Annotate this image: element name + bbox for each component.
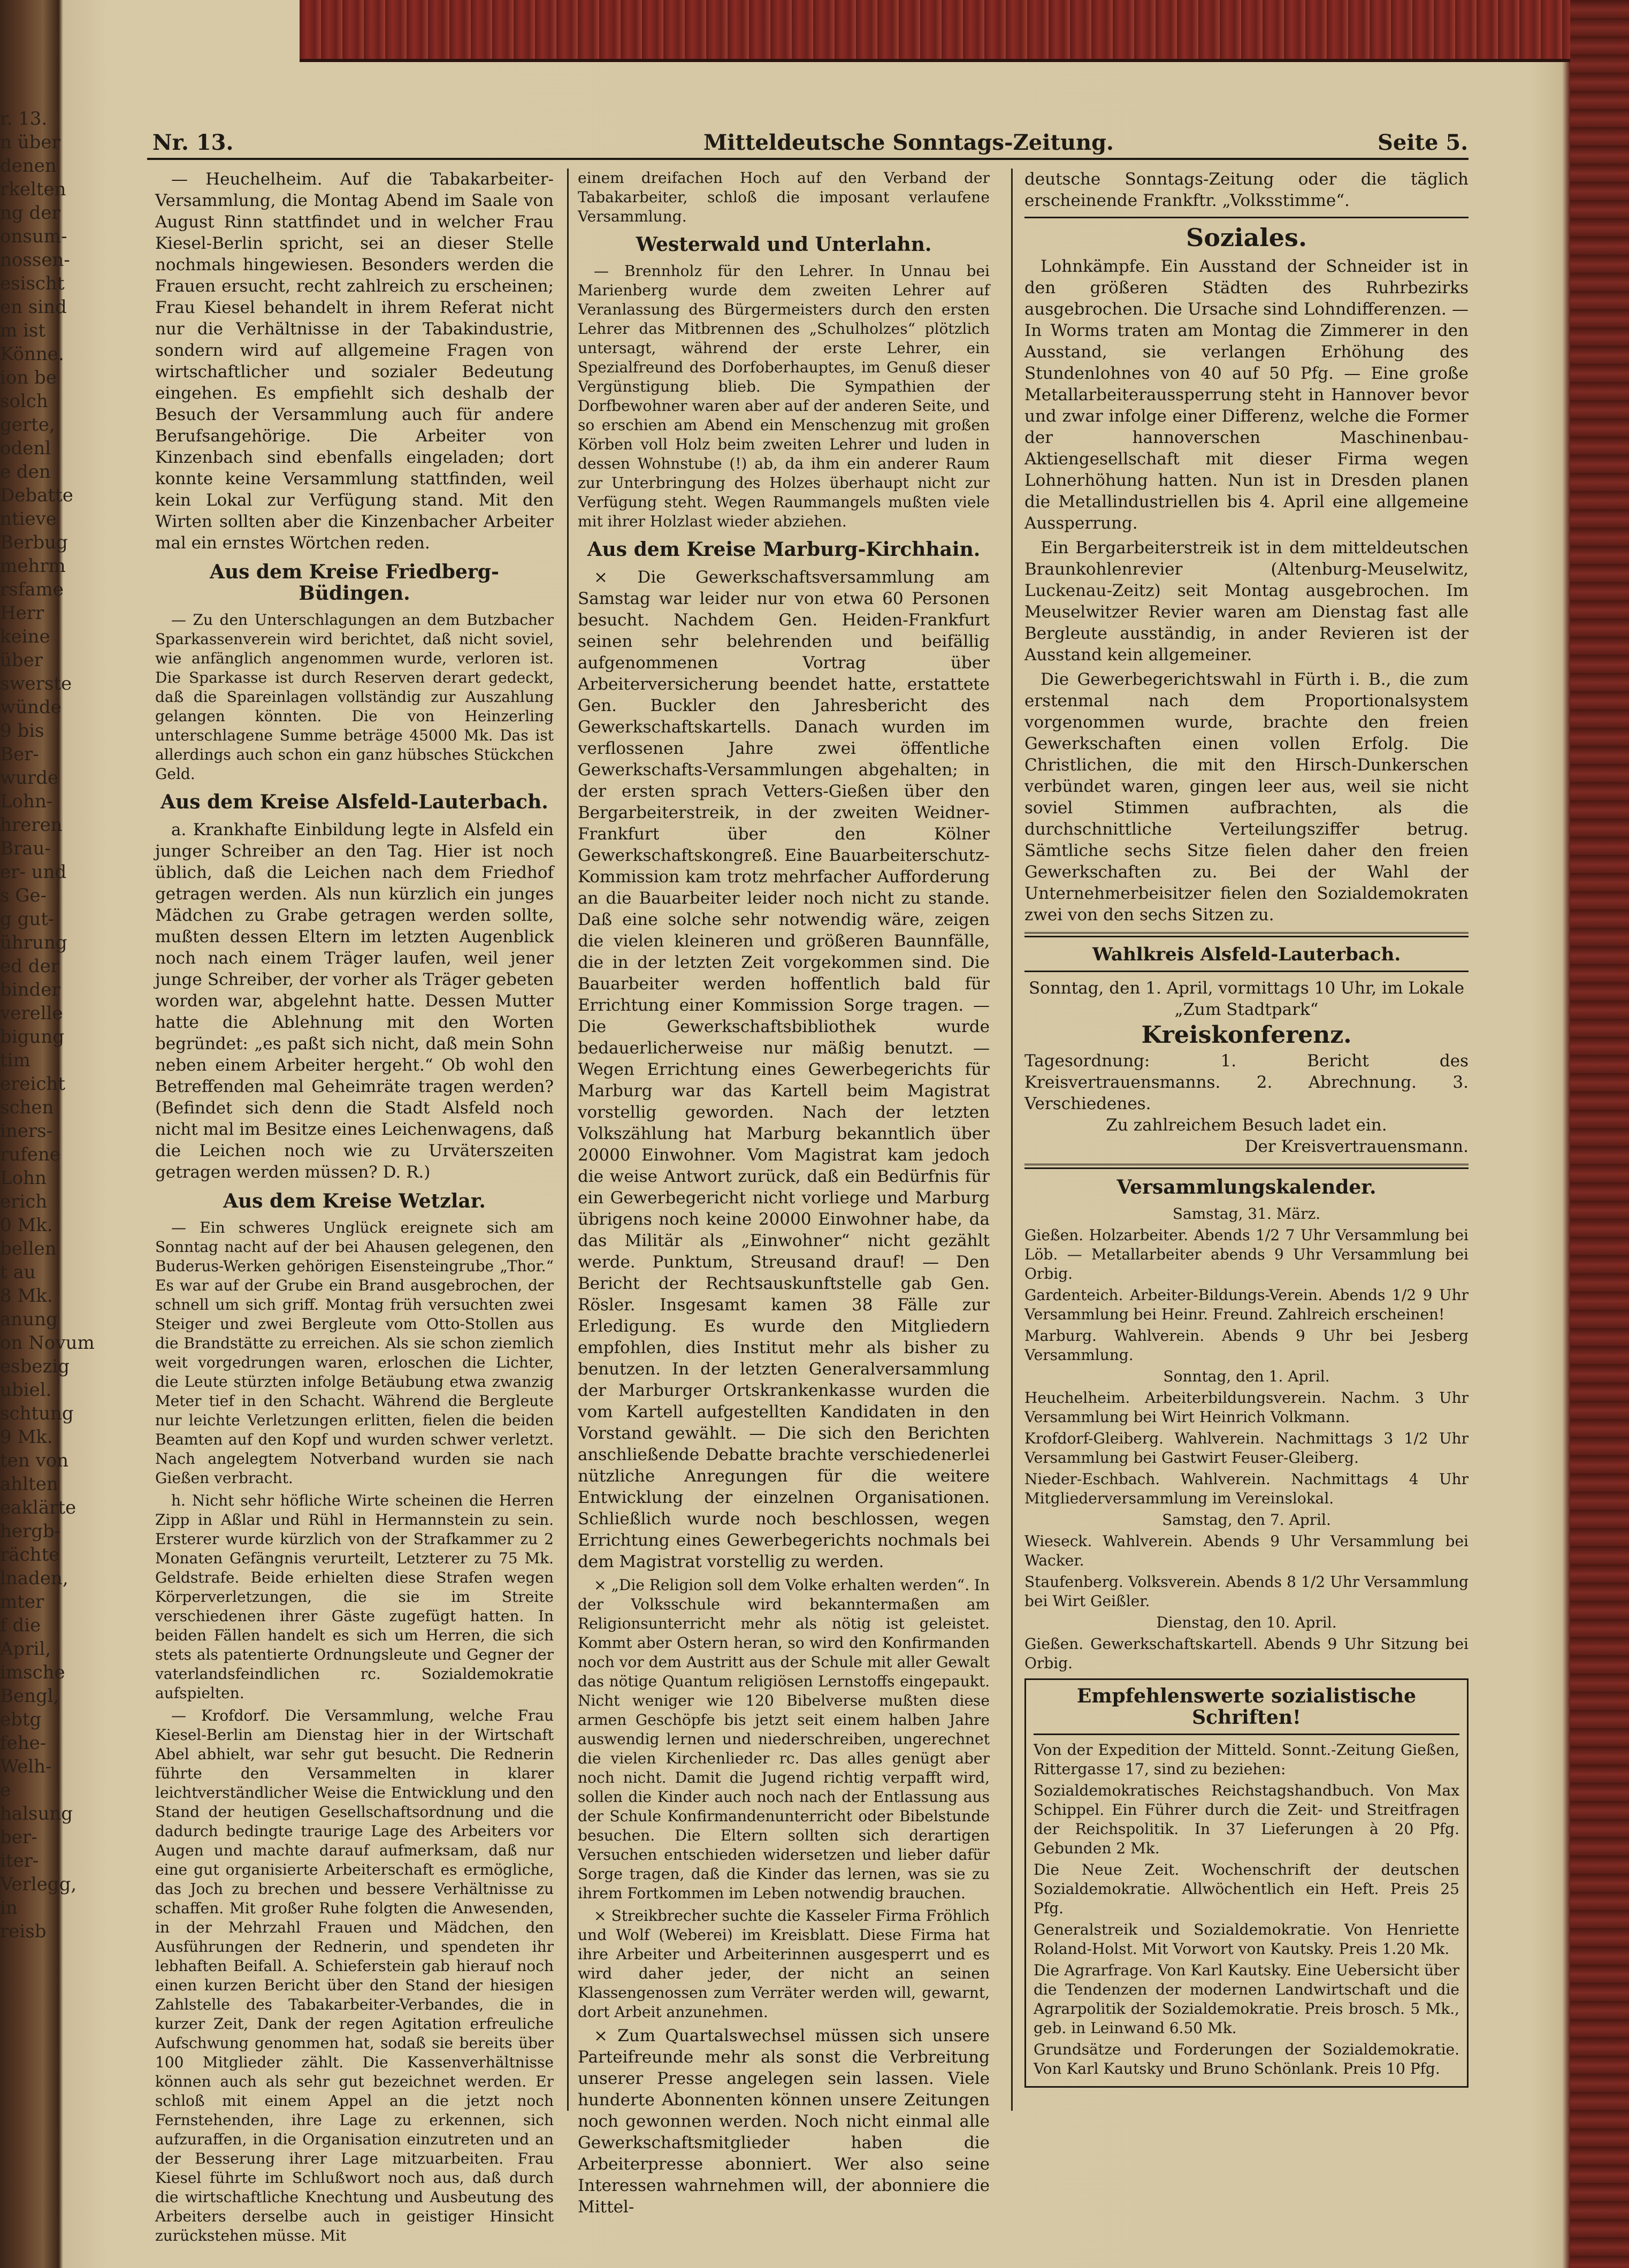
- left-page-line: keine: [0, 626, 50, 647]
- calendar-date: Sonntag, den 1. April.: [1163, 1368, 1330, 1385]
- left-page-line: imsche: [0, 1662, 65, 1683]
- article-wirte: h. Nicht sehr höfliche Wirte scheinen die Herren Zipp in Aßlar und Rühl in Hermannstein zu sein. Ersterer wurde kürzlich von der Strafkammer zu 2 Monaten Gefängnis verurteilt, Letzterer zu 75 Mk. Geldstrafe. Beide erhielten diese Strafen wegen Körperverletzungen, die sie im Streite verschiedenen ihrer Gäste zugefügt hatten. In beiden Fällen handelt es sich um Herren, die sich stets als patentierte Ordnungsleute und Gegner der vaterlandsfeindlichen rc. Sozialdemokratie aufspielten.: [155, 1492, 554, 1702]
- left-page-line: ahlten: [0, 1473, 58, 1495]
- kreiskonferenz-title: Kreiskonferenz.: [1141, 1021, 1352, 1049]
- left-page-line: April,: [0, 1638, 51, 1660]
- versammlungskalender: [1024, 1204, 1469, 1673]
- left-page-line: solch: [0, 391, 48, 412]
- calendar-entry: Gießen. Holzarbeiter. Abends 1/2 7 Uhr Versammlung bei Löb. — Metallarbeiter abends 9 Uhr Versammlung bei Orbig.: [1024, 1226, 1469, 1282]
- left-page-line: ng der: [0, 202, 60, 224]
- schriften-heading: Empfehlenswerte sozialistische Schriften!: [1076, 1685, 1417, 1729]
- article-streikbrecher: × Streikbrecher suchte die Kasseler Firma Fröhlich und Wolf (Weberei) im Kreisblatt. Diese Firma hat ihre Arbeiter und Arbeiterinnen ausgesperrt und es wird daher jeder, der nicht an seinen Klassengenossen zum Verräter werden will, gewarnt, dort Arbeit anzunehmen.: [578, 1907, 990, 2021]
- left-page-line: esischt: [0, 273, 65, 294]
- section-heading: Aus dem Kreise Alsfeld-Lauterbach.: [160, 791, 548, 813]
- schriften-intro: Von der Expedition der Mitteld. Sonnt.-Zeitung Gießen, Rittergasse 17, sind zu beziehen:: [1034, 1741, 1459, 1778]
- article-alsfeld: a. Krankhafte Einbildung legte in Alsfeld ein junger Schreiber an den Tag. Hier ist noch üblich, daß die Leichen nach dem Friedhof getragen werden. Als nun kürzlich ein junges Mädchen zu Grabe getragen werden sollte, mußten dessen Eltern im letzten Augenblick noch nach einem Träger laufen, weil jener junge Schreiber, der vorher als Träger gebeten worden war, abgelehnt hatte. Dessen Mutter hatte die Ablehnung mit den Worten begründet: „es paßt sich nicht, daß mein Sohn neben einem Arbeiter hergeht.“ Ob wohl den Betreffenden mal Geheimräte tragen werden? (Befindet sich denn die Stadt Alsfeld noch nicht mal im Besitze eines Leichenwagens, daß die Leichen noch wie zu Urväterszeiten getragen werden müssen? D. R.): [155, 820, 554, 1182]
- left-page-line: Brau-: [0, 838, 51, 859]
- book-spine-right: [1570, 0, 1629, 2268]
- left-page-line: mehrm: [0, 555, 66, 577]
- divider: [1024, 971, 1469, 972]
- left-page-line: 9 bis: [0, 720, 44, 742]
- left-page-line: ber-: [0, 1827, 37, 1848]
- left-page-line: s Ge-: [0, 885, 47, 906]
- left-page-line: rächte: [0, 1544, 60, 1566]
- left-page-line: e den: [0, 461, 51, 483]
- left-page-line: bellen: [0, 1238, 57, 1259]
- article-krofdorf: — Krofdorf. Die Versammlung, welche Frau Kiesel-Berlin am Dienstag hier in der Wirtschaft Abel abhielt, war sehr gut besucht. Die Rednerin führte den Versammelten in klarer leichtverständlicher Weise die Entwicklung und den Stand der heutigen Gesellschaftsordnung und die dadurch bedingte traurige Lage des Arbeiters vor Augen und machte darauf aufmerksam, daß nur eine gut organisierte Arbeiterschaft es ermögliche, das Joch zu brechen und bessere Verhältnisse zu schaffen. Mit großer Ruhe folgten die Anwesenden, in der Mehrzahl Frauen und Mädchen, den Ausführungen der Rednerin, und spendeten ihr lebhaften Beifall. A. Schieferstein gab hierauf noch einen kurzen Bericht über den Stand der hiesigen Zahlstelle des Tabakarbeiter-Verbandes, die in kurzer Zeit, Dank der regen Agitation erfreuliche Aufschwung genommen hat, sodaß sie bereits über 100 Mitglieder zählt. Die Kassenverhältnisse können auch als sehr gut bezeichnet werden. Er schloß mit einem Appel an die jetzt noch Fernstehenden, ihre Lage zu erkennen, sich aufzuraffen, in die Organisation einzutreten und an der Besserung ihrer Lage mitzuarbeiten. Frau Kiesel führte im Schlußwort noch aus, daß durch die wirtschaftliche Knechtung und Ausbeutung des Arbeiters derselbe auch in geistiger Hinsicht zurückstehen müsse. Mit: [155, 1707, 554, 2244]
- left-page-line: fehe-: [0, 1732, 47, 1754]
- left-page-line: hergb-: [0, 1521, 61, 1542]
- left-page-line: ion be: [0, 367, 57, 388]
- left-page-line: denen: [0, 155, 57, 177]
- left-page-line: Welh-: [0, 1756, 52, 1777]
- left-page-line: über: [0, 650, 43, 671]
- book-spine-top: [300, 0, 1584, 62]
- section-heading: Westerwald und Unterlahn.: [636, 233, 932, 256]
- divider: [1024, 217, 1469, 218]
- left-page-line: Herr: [0, 602, 44, 624]
- divider: [1024, 932, 1469, 937]
- newspaper-title: Mitteldeutsche Sonntags-Zeitung.: [703, 130, 1114, 155]
- schriften-item: Die Agrarfrage. Von Karl Kautsky. Eine Uebersicht über die Tendenzen der modernen Landwirtschaft und die Agrarpolitik der Sozialdemokratie. Preis brosch. 5 Mk., geb. in Leinwand 6.50 Mk.: [1034, 1961, 1459, 2037]
- left-page-line: halsung: [0, 1803, 73, 1824]
- left-page-line: ten von: [0, 1450, 69, 1471]
- left-page-line: nossen-: [0, 249, 70, 271]
- left-page-line: esbezig: [0, 1356, 70, 1377]
- column-rule: [567, 169, 569, 2111]
- left-page-line: hreren: [0, 814, 63, 836]
- calendar-entry: Krofdorf-Gleiberg. Wahlverein. Nachmittags 3 1/2 Uhr Versammlung bei Gastwirt Feuser-Gleiberg.: [1024, 1430, 1469, 1467]
- divider: [1034, 1734, 1459, 1735]
- versammlungskalender-heading: Versammlungskalender.: [1116, 1176, 1376, 1198]
- article-religion: × „Die Religion soll dem Volke erhalten werden“. In der Volksschule wird bekanntermaßen am Religionsunterricht mehr als nötig ist geleistet. Kommt aber Ostern heran, so wird den Konfirmanden noch vor dem Austritt aus der Schule mit aller Gewalt das nötige Quantum religiösen Lernstoffs eingepaukt. Nicht weniger wie 120 Bibelverse mußten diese armen Geschöpfe bis jetzt seit einem halben Jahre auswendig lernen und niederschreiben, ungerechnet die vielen Kirchenlieder rc. Das alles genügt aber noch nicht. Damit die Jugend richtig verpafft wird, sollen die Kinder auch noch nach der Entlassung aus der Schule Konfirmandenunterricht oder Bibelstunde besuchen. Die Eltern sollten sich derartigen Versuchen entschieden widersetzen und lieber dafür Sorge tragen, daß die Kinder das lernen, was sie zu ihrem Fortkommen im Leben notwendig brauchen.: [578, 1576, 990, 1902]
- left-page-line: rkelten: [0, 179, 66, 200]
- schriften-item: Generalstreik und Sozialdemokratie. Von Henriette Roland-Holst. Mit Vorwort von Kautsky. Preis 1.20 Mk.: [1034, 1921, 1459, 1958]
- left-page-line: anung: [0, 1309, 58, 1330]
- page-number: Seite 5.: [1378, 130, 1469, 155]
- left-page-line: iners-: [0, 1120, 53, 1142]
- section-heading: Aus dem Kreise Friedberg-Büdingen.: [210, 561, 499, 605]
- left-page-line: ntieve: [0, 508, 57, 530]
- left-page-line: Lohn-: [0, 791, 53, 812]
- left-page-line: r. 13.: [0, 108, 48, 129]
- calendar-date: Samstag, den 7. April.: [1162, 1511, 1331, 1529]
- left-page-line: schen: [0, 1097, 54, 1118]
- section-heading: Aus dem Kreise Wetzlar.: [223, 1190, 486, 1212]
- left-page-line: erich: [0, 1191, 48, 1212]
- calendar-entry: Gießen. Gewerkschaftskartell. Abends 9 Uhr Sitzung bei Orbig.: [1024, 1635, 1469, 1672]
- left-page-line: ubiel.: [0, 1379, 52, 1401]
- calendar-entry: Wieseck. Wahlverein. Abends 9 Uhr Versammlung bei Wacker.: [1024, 1532, 1469, 1569]
- left-page-line: er- und: [0, 861, 67, 883]
- left-page-line: en sind: [0, 296, 67, 318]
- left-page-line: tim: [0, 1050, 30, 1071]
- left-page-line: iter-: [0, 1850, 39, 1872]
- calendar-date: Samstag, 31. März.: [1172, 1205, 1321, 1223]
- article-bergarbeiterstreik: Ein Bergarbeiterstreik ist in dem mitteldeutschen Braunkohlenrevier (Altenburg-Meuselwitz, Luckenau-Zeitz) seit Montag ausgebrochen. Im Meuselwitzer Revier waren am Dienstag fast alle Bergleute ausständig, in ander Revieren ist der Ausstand kein allgemeiner.: [1024, 538, 1469, 665]
- newspaper-page: [147, 126, 1469, 2244]
- section-heading: Aus dem Kreise Marburg-Kirchhain.: [587, 538, 981, 561]
- left-page-line: mter: [0, 1591, 44, 1613]
- left-page-line: odenl: [0, 438, 51, 459]
- left-page-line: verelle: [0, 1003, 63, 1024]
- left-page-line: 0 Mk.: [0, 1215, 53, 1236]
- left-page-line: eaklärte: [0, 1497, 77, 1518]
- wahlkreis-heading: Wahlkreis Alsfeld-Lauterbach.: [1092, 944, 1401, 965]
- left-page-line: gerte,: [0, 414, 55, 436]
- kreiskonferenz-invite: Zu zahlreichem Besuch ladet ein.: [1106, 1116, 1387, 1135]
- left-page-line: rsfame: [0, 579, 64, 600]
- kreiskonferenz-signature: Der Kreisvertrauensmann.: [1244, 1137, 1469, 1156]
- left-page-line: n über: [0, 132, 60, 153]
- calendar-date: Dienstag, den 10. April.: [1156, 1614, 1337, 1631]
- left-page-line: Ber-: [0, 744, 39, 765]
- calendar-entry: Gardenteich. Arbeiter-Bildungs-Verein. Abends 1/2 9 Uhr Versammlung bei Heinr. Freund. Zahlreich erscheinen!: [1024, 1286, 1469, 1323]
- left-page-line: Bengl,: [0, 1685, 59, 1707]
- left-page-line: ereicht: [0, 1073, 65, 1095]
- divider: [1024, 1164, 1469, 1169]
- left-page-line: reisb: [0, 1921, 47, 1942]
- left-page-fragment: [0, 107, 95, 2087]
- left-page-line: ebtg: [0, 1709, 42, 1730]
- column-2: [578, 169, 990, 2221]
- article-brennholz: — Brennholz für den Lehrer. In Unnau bei Marienberg wurde dem zweiten Lehrer auf Veranlassung des Bürgermeisters durch den ersten Lehrer das Mitbrennen des „Schulholzes“ plötzlich untersagt, während der erste Lehrer, ein Spezialfreund des Dorfoberhauptes, im Genuß dieser Vergünstigung blieb. Die Sympathien der Dorfbewohner waren aber auf der anderen Seite, und so erschien am Abend ein Menschenzug mit großen Körben voll Holz beim zweiten Lehrer und luden in dessen Wohnstube (!) ab, da ihm ein anderer Raum zur Unterbringung des Holzes überhaupt nicht zur Verfügung steht. Wegen Raummangels mußten viele mit ihrer Holzlast wieder abziehen.: [578, 262, 990, 530]
- section-heading-soziales: Soziales.: [1186, 223, 1307, 252]
- left-page-line: schtung: [0, 1403, 74, 1424]
- left-page-line: 9 Mk.: [0, 1426, 53, 1448]
- left-page-line: Berbug: [0, 532, 68, 553]
- calendar-entry: Heuchelheim. Arbeiterbildungsverein. Nachm. 3 Uhr Versammlung bei Wirt Heinrich Volkmann.: [1024, 1389, 1469, 1426]
- article-lohnkaempfe: Lohnkämpfe. Ein Ausstand der Schneider ist in den größeren Städten des Ruhrbezirks ausgebrochen. Die Ursache sind Lohndifferenzen. — In Worms traten am Montag die Zimmerer in den Ausstand, sie verlangen Erhöhung des Stundenlohnes von 40 auf 50 Pfg. — Eine große Metallarbeiteraussperrung steht in Hannover bevor und zwar infolge einer Differenz, welche die Former der hannoverschen Maschinenbau-Aktiengesellschaft mit dieser Firma wegen Lohnerhöhung hatten. Nun ist in Dresden planen die Metallindustriellen bis 4. April eine allgemeine Aussperrung.: [1024, 257, 1469, 533]
- left-page-line: Könne.: [0, 343, 64, 365]
- article-butzbach: — Zu den Unterschlagungen an dem Butzbacher Sparkassenverein wird berichtet, daß nicht soviel, wie anfänglich angenommen wurde, verloren ist. Die Sparkasse ist durch Reserven derart gedeckt, daß die Spareinlagen vollständig zur Auszahlung gelangen könnten. Die von Heinzerling unterschlagene Summe beträge 45000 Mk. Das ist allerdings auch schon ein ganz hübsches Stückchen Geld.: [155, 611, 554, 783]
- column-rule: [1011, 169, 1013, 2111]
- kreiskonferenz-agenda: Tagesordnung: 1. Bericht des Kreisvertrauensmanns. 2. Abrechnung. 3. Verschiedenes.: [1024, 1051, 1469, 1113]
- article-continuation: einem dreifachen Hoch auf den Verband der Tabakarbeiter, schloß die imposant verlaufene Versammlung.: [578, 169, 990, 225]
- left-page-line: wurde: [0, 767, 59, 789]
- article-unglueck: — Ein schweres Unglück ereignete sich am Sonntag nacht auf der bei Ahausen gelegenen, den Buderus-Werken gehörigen Eisensteingrube „Thor.“ Es war auf der Grube ein Brand ausgebrochen, der schnell um sich griff. Montag früh versuchten zwei Steiger und zwei Bergleute vom Otto-Stollen aus die Brandstätte zu erreichen. Als sie schon ziemlich weit vorgedrungen waren, erloschen die Lichter, die Leute stürzten infolge Betäubung etwa zwanzig Meter tief in den Schacht. Während die Bergleute nur leichte Verletzungen erlitten, fielen die beiden Beamten auf den Kopf und wurden schwer verletzt. Nach angelegtem Notverband wurden sie nach Gießen verbracht.: [155, 1219, 554, 1487]
- schriften-ad: [1024, 1678, 1469, 2088]
- schriften-item: Grundsätze und Forderungen der Sozialdemokratie. Von Karl Kautsky und Bruno Schönlank. Preis 10 Pfg.: [1034, 2041, 1459, 2078]
- column-1: [155, 169, 554, 2249]
- wahlkreis-date: Sonntag, den 1. April, vormittags 10 Uhr, im Lokale „Zum Stadtpark“: [1028, 979, 1465, 1019]
- left-page-line: ührung: [0, 932, 67, 953]
- left-page-line: onsum-: [0, 226, 67, 247]
- schriften-item: Die Neue Zeit. Wochenschrift der deutschen Sozialdemokratie. Allwöchentlich ein Heft. Preis 25 Pfg.: [1034, 1861, 1459, 1917]
- left-page-line: g gut-: [0, 908, 55, 930]
- left-page-line: t au: [0, 1262, 36, 1283]
- page-header: [147, 126, 1469, 160]
- column-3: [1024, 169, 1469, 2093]
- left-page-line: rufene: [0, 1144, 60, 1165]
- left-page-line: 8 Mk.: [0, 1285, 53, 1307]
- article-gewerkschaft: × Die Gewerkschaftsversammlung am Samstag war leider nur von etwa 60 Personen besucht. Nachdem Gen. Heiden-Frankfurt seinen sehr belehrenden und beifällig aufgenommenen Vortrag über Arbeiterversicherung beendet hatte, erstattete Gen. Buckler den Jahresbericht des Gewerkschaftskartells. Danach wurden im verflossenen Jahre zwei öffentliche Gewerkschafts-Versammlungen abgehalten; in der ersten sprach Vetters-Gießen über den Bergarbeiterstreik, in der zweiten Weidner-Frankfurt über den Kölner Gewerkschaftskongreß. Eine Bauarbeiterschutz-Kommission kam trotz mehrfacher Aufforderung an die Bauarbeiter leider noch nicht zu stande. Daß eine solche sehr notwendig wäre, zeigen die vielen kleineren und größeren Baunnfälle, die in der letzten Zeit vorgekommen sind. Die Bauarbeiter werden hoffentlich bald für Errichtung einer Kommission Sorge tragen. — Die Gewerkschaftsbibliothek wurde bedauerlicherweise nur mäßig benutzt. — Wegen Errichtung eines Gewerbegerichts für Marburg war das Kartell beim Magistrat vorstellig geworden. Nach der letzten Volkszählung hat Marburg bekanntlich über 20000 Einwohner. Vom Magistrat kam jedoch die weise Antwort zurück, daß ein Bedürfnis für ein Gewerbegericht nicht vorliege und Marburg übrigens noch keine 20000 Einwohner habe, da das Militär als „Einwohner“ nicht gezählt werde. Punktum, Streusand drauf! — Den Bericht der Rechtsauskunftstelle gab Gen. Rösler. Insgesamt kamen 38 Fälle zur Erledigung. Es wurde den Mitgliedern empfohlen, dies Institut mehr als bisher zu benutzen. In der letzten Generalversammlung der Marburger Ortskrankenkasse wurden die vom Kartell aufgestellten Kandidaten in den Vorstand gewählt. — Die sich den Berichten anschließende Debatte brachte verschiedenerlei nützliche Anregungen für die weitere Entwicklung der einzelnen Organisationen. Schließlich wurde noch beschlossen, wegen Errichtung eines Gewerbegerichts nochmals bei dem Magistrat vorstellig zu werden.: [578, 568, 990, 1571]
- article-heuchelheim: — Heuchelheim. Auf die Tabakarbeiter-Versammlung, die Montag Abend im Saale von August Rinn stattfindet und in welcher Frau Kiesel-Berlin spricht, sei an dieser Stelle nochmals hingewiesen. Besonders werden die Frauen ersucht, recht zahlreich zu erscheinen; Frau Kiesel behandelt in ihrem Referat nicht nur die Verhältnisse in der Tabakindustrie, sondern wird auf allgemeine Fragen von wirtschaftlicher und sozialer Bedeutung eingehen. Es empfiehlt sich deshalb der Besuch der Versammlung auch für andere Berufsangehörige. Die Arbeiter von Kinzenbach sind ebenfalls eingeladen; dort konnte keine Versammlung stattfinden, weil kein Lokal zur Verfügung stand. Mit den Wirten sollten aber die Kinzenbacher Arbeiter mal ein ernstes Wörtchen reden.: [155, 170, 554, 553]
- left-page-line: ed der: [0, 956, 59, 977]
- schriften-item: Sozialdemokratisches Reichstagshandbuch. Von Max Schippel. Ein Führer durch die Zeit- und Streitfragen der Reichspolitik. In 37 Lieferungen à 20 Pfg. Gebunden 2 Mk.: [1034, 1782, 1459, 1857]
- left-page-line: m ist: [0, 320, 46, 341]
- left-page-line: Verlegg,: [0, 1874, 77, 1895]
- calendar-entry: Staufenberg. Volksverein. Abends 8 1/2 Uhr Versammlung bei Wirt Geißler.: [1024, 1573, 1469, 1610]
- article-quartalswechsel: × Zum Quartalswechsel müssen sich unsere Parteifreunde mehr als sonst die Verbreitung unserer Presse angelegen sein lassen. Viele hunderte Abonnenten können unsere Zeitungen noch gewonnen werden. Noch nicht einmal alle Gewerkschaftsmitglieder haben die Arbeiterpresse abonniert. Wer also seine Interessen wahrnehmen will, der abonniere die Mittel-: [578, 2026, 990, 2217]
- issue-number: Nr. 13.: [152, 130, 234, 155]
- article-continuation: deutsche Sonntags-Zeitung oder die täglich erscheinende Frankftr. „Volksstimme“.: [1024, 170, 1469, 210]
- left-page-line: Lohn: [0, 1167, 47, 1189]
- left-page-line: in: [0, 1897, 18, 1919]
- left-page-line: e: [0, 1780, 11, 1801]
- left-page-line: on Novum: [0, 1332, 95, 1354]
- left-page-line: bigung: [0, 1026, 64, 1048]
- left-page-line: f die: [0, 1615, 41, 1636]
- calendar-entry: Nieder-Eschbach. Wahlverein. Nachmittags 4 Uhr Mitgliederversammlung im Vereinslokal.: [1024, 1470, 1469, 1507]
- article-gewerbegericht: Die Gewerbegerichtswahl in Fürth i. B., die zum erstenmal nach dem Proportionalsystem vorgenommen wurde, brachte den freien Gewerkschaften einen vollen Erfolg. Die Christlichen, die mit den Hirsch-Dunkerschen verbündet waren, gingen leer aus, weil sie nicht soviel Stimmen aufbrachten, als die durchschnittliche Verteilungsziffer betrug. Sämtliche sechs Sitze fielen daher den freien Gewerkschaften zu. Bei der Wahl der Unternehmerbeisitzer fielen den Sozialdemokraten zwei von den sechs Sitzen zu.: [1024, 670, 1469, 925]
- left-page-line: Debatte: [0, 485, 73, 506]
- left-page-line: lnaden,: [0, 1568, 68, 1589]
- left-page-line: binder: [0, 979, 60, 1001]
- calendar-entry: Marburg. Wahlverein. Abends 9 Uhr bei Jesberg Versammlung.: [1024, 1327, 1469, 1364]
- left-page-line: wünde: [0, 697, 62, 718]
- left-page-line: swerste: [0, 673, 72, 694]
